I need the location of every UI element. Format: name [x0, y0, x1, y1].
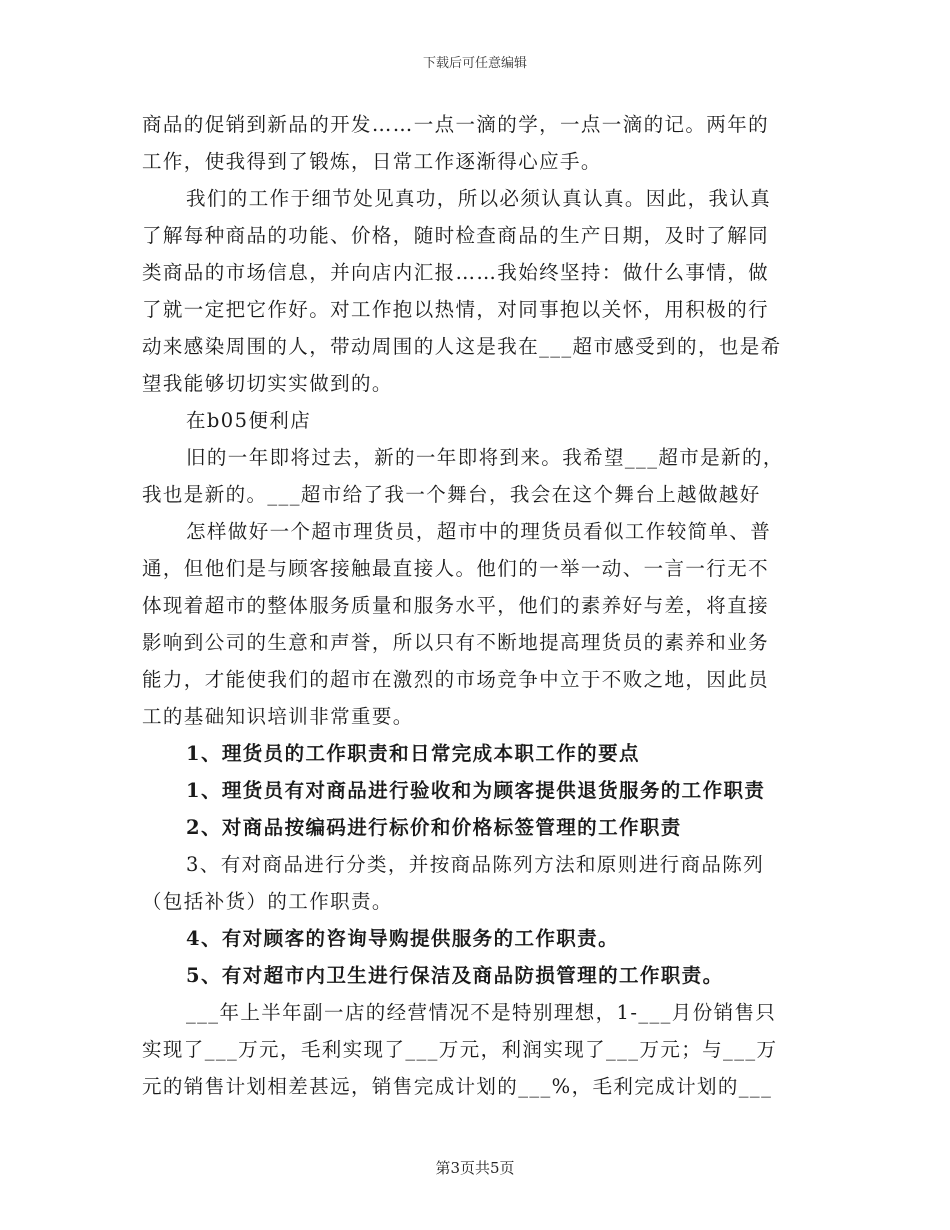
- text-line: 影响到公司的生意和声誉，所以只有不断地提高理货员的素养和业务: [142, 631, 770, 654]
- text-line: 在b05便利店: [186, 409, 312, 432]
- text-line: 了就一定把它作好。对工作抱以热情，对同事抱以关怀，用积极的行: [142, 298, 770, 321]
- text-line: 我们的工作于细节处见真功，所以必须认真认真。因此，我认真: [186, 187, 772, 210]
- text-line: 商品的促销到新品的开发……一点一滴的学，一点一滴的记。两年的: [142, 113, 770, 136]
- text-line: 通，但他们是与顾客接触最直接人。他们的一举一动、一言一行无不: [142, 557, 770, 580]
- heading-line: 1、理货员有对商品进行验收和为顾客提供退货服务的工作职责: [186, 779, 766, 802]
- document-body: [142, 106, 802, 1105]
- page-footer: 第3页共5页: [435, 1159, 515, 1177]
- text-line: 实现了___万元，毛利实现了___万元，利润实现了___万元；与___万: [142, 1038, 778, 1061]
- text-line: 旧的一年即将过去，新的一年即将到来。我希望___超市是新的，: [186, 446, 784, 469]
- text-line: 工的基础知识培训非常重要。: [142, 705, 414, 728]
- text-line: ___年上半年副一店的经营情况不是特别理想，1-___月份销售只: [186, 1001, 777, 1024]
- text-line: 类商品的市场信息，并向店内汇报……我始终坚持：做什么事情，做: [142, 261, 770, 284]
- text-line: 望我能够切切实实做到的。: [142, 372, 393, 395]
- text-line: 能力，才能使我们的超市在激烈的市场竞争中立于不败之地，因此员: [142, 668, 770, 691]
- heading-line: 4、有对顾客的咨询导购提供服务的工作职责。: [186, 927, 619, 950]
- text-line: 怎样做好一个超市理货员，超市中的理货员看似工作较简单、普: [186, 520, 772, 543]
- text-line: 我也是新的。___超市给了我一个舞台，我会在这个舞台上越做越好: [142, 483, 761, 506]
- heading-line: 2、对商品按编码进行标价和价格标签管理的工作职责: [186, 816, 682, 839]
- heading-line: 1、理货员的工作职责和日常完成本职工作的要点: [186, 742, 640, 765]
- text-line: 了解每种商品的功能、价格，随时检查商品的生产日期，及时了解同: [142, 224, 770, 247]
- heading-line: 5、有对超市内卫生进行保洁及商品防损管理的工作职责。: [186, 964, 724, 987]
- text-line: 工作，使我得到了锻炼，日常工作逐渐得心应手。: [142, 150, 602, 173]
- page-header: 下载后可任意编辑: [422, 56, 527, 71]
- text-line: 体现着超市的整体服务质量和服务水平，他们的素养好与差，将直接: [142, 594, 770, 617]
- text-line: 3、有对商品进行分类，并按商品陈列方法和原则进行商品陈列: [186, 853, 765, 876]
- text-line: （包括补货）的工作职责。: [142, 890, 393, 913]
- text-line: 动来感染周围的人，带动周围的人这是我在___超市感受到的，也是希: [142, 335, 782, 358]
- text-line: 元的销售计划相差甚远，销售完成计划的___%，毛利完成计划的___: [142, 1075, 773, 1098]
